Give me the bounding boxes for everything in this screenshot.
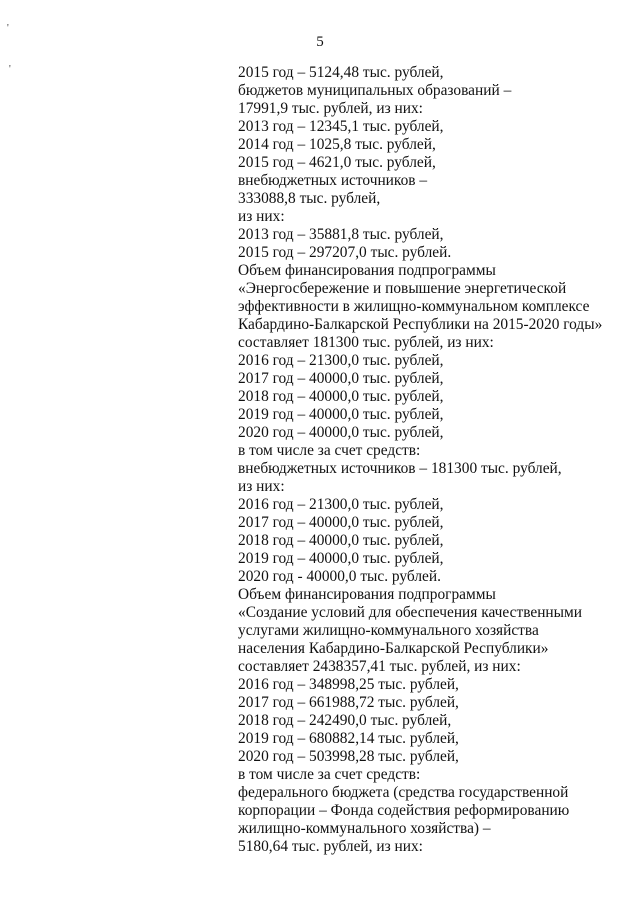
text-line: 2018 год – 40000,0 тыс. рублей, — [238, 532, 444, 549]
text-line: «Создание условий для обеспечения качественными — [238, 604, 582, 621]
text-line: 2016 год – 21300,0 тыс. рублей, — [238, 496, 444, 513]
text-line: 2018 год – 40000,0 тыс. рублей, — [238, 388, 444, 405]
margin-mark: ' — [7, 23, 9, 34]
text-line: 333088,8 тыс. рублей, — [238, 190, 381, 207]
text-line: внебюджетных источников – 181300 тыс. рублей, — [238, 460, 562, 477]
text-line: «Энергосбережение и повышение энергетической — [238, 280, 567, 297]
text-line: составляет 2438357,41 тыс. рублей, из них: — [238, 658, 521, 675]
text-line: 2013 год – 12345,1 тыс. рублей, — [238, 118, 444, 135]
text-line: 2016 год – 21300,0 тыс. рублей, — [238, 352, 444, 369]
text-line: эффективности в жилищно-коммунальном комплексе — [238, 298, 590, 315]
text-line: 2017 год – 40000,0 тыс. рублей, — [238, 514, 444, 531]
text-line: Кабардино-Балкарской Республики на 2015-2020 годы» — [238, 316, 603, 333]
text-line: в том числе за счет средств: — [238, 442, 421, 459]
text-line: 2014 год – 1025,8 тыс. рублей, — [238, 136, 436, 153]
text-line: из них: — [238, 478, 285, 495]
text-line: услугами жилищно-коммунального хозяйства — [238, 622, 539, 639]
text-line: 2015 год – 5124,48 тыс. рублей, — [238, 64, 444, 81]
text-line: корпорации – Фонда содействия реформированию — [238, 802, 570, 819]
text-line: федерального бюджета (средства государственной — [238, 784, 569, 801]
text-line: 2019 год – 680882,14 тыс. рублей, — [238, 730, 459, 747]
text-line: 2013 год – 35881,8 тыс. рублей, — [238, 226, 444, 243]
text-line: 2016 год – 348998,25 тыс. рублей, — [238, 676, 459, 693]
margin-mark: ' — [9, 64, 11, 75]
text-line: 2020 год - 40000,0 тыс. рублей. — [238, 568, 441, 585]
text-line: 5180,64 тыс. рублей, из них: — [238, 838, 423, 855]
text-line: внебюджетных источников – — [238, 172, 428, 189]
text-line: 2020 год – 40000,0 тыс. рублей, — [238, 424, 444, 441]
text-line: Объем финансирования подпрограммы — [238, 586, 496, 603]
text-line: бюджетов муниципальных образований – — [238, 82, 512, 99]
text-line: 2020 год – 503998,28 тыс. рублей, — [238, 748, 459, 765]
text-line: 2015 год – 297207,0 тыс. рублей. — [238, 244, 452, 261]
text-line: в том числе за счет средств: — [238, 766, 421, 783]
text-line: 2018 год – 242490,0 тыс. рублей, — [238, 712, 452, 729]
body-text — [238, 64, 618, 856]
text-line: составляет 181300 тыс. рублей, из них: — [238, 334, 494, 351]
page-number: 5 — [316, 34, 324, 50]
text-line: 17991,9 тыс. рублей, из них: — [238, 100, 423, 117]
text-line: 2019 год – 40000,0 тыс. рублей, — [238, 550, 444, 567]
text-line: населения Кабардино-Балкарской Республики» — [238, 640, 549, 657]
text-line: Объем финансирования подпрограммы — [238, 262, 496, 279]
text-line: жилищно-коммунального хозяйства) – — [238, 820, 491, 837]
text-line: 2015 год – 4621,0 тыс. рублей, — [238, 154, 436, 171]
text-line: 2019 год – 40000,0 тыс. рублей, — [238, 406, 444, 423]
text-line: 2017 год – 40000,0 тыс. рублей, — [238, 370, 444, 387]
text-line: 2017 год – 661988,72 тыс. рублей, — [238, 694, 459, 711]
text-line: из них: — [238, 208, 285, 225]
